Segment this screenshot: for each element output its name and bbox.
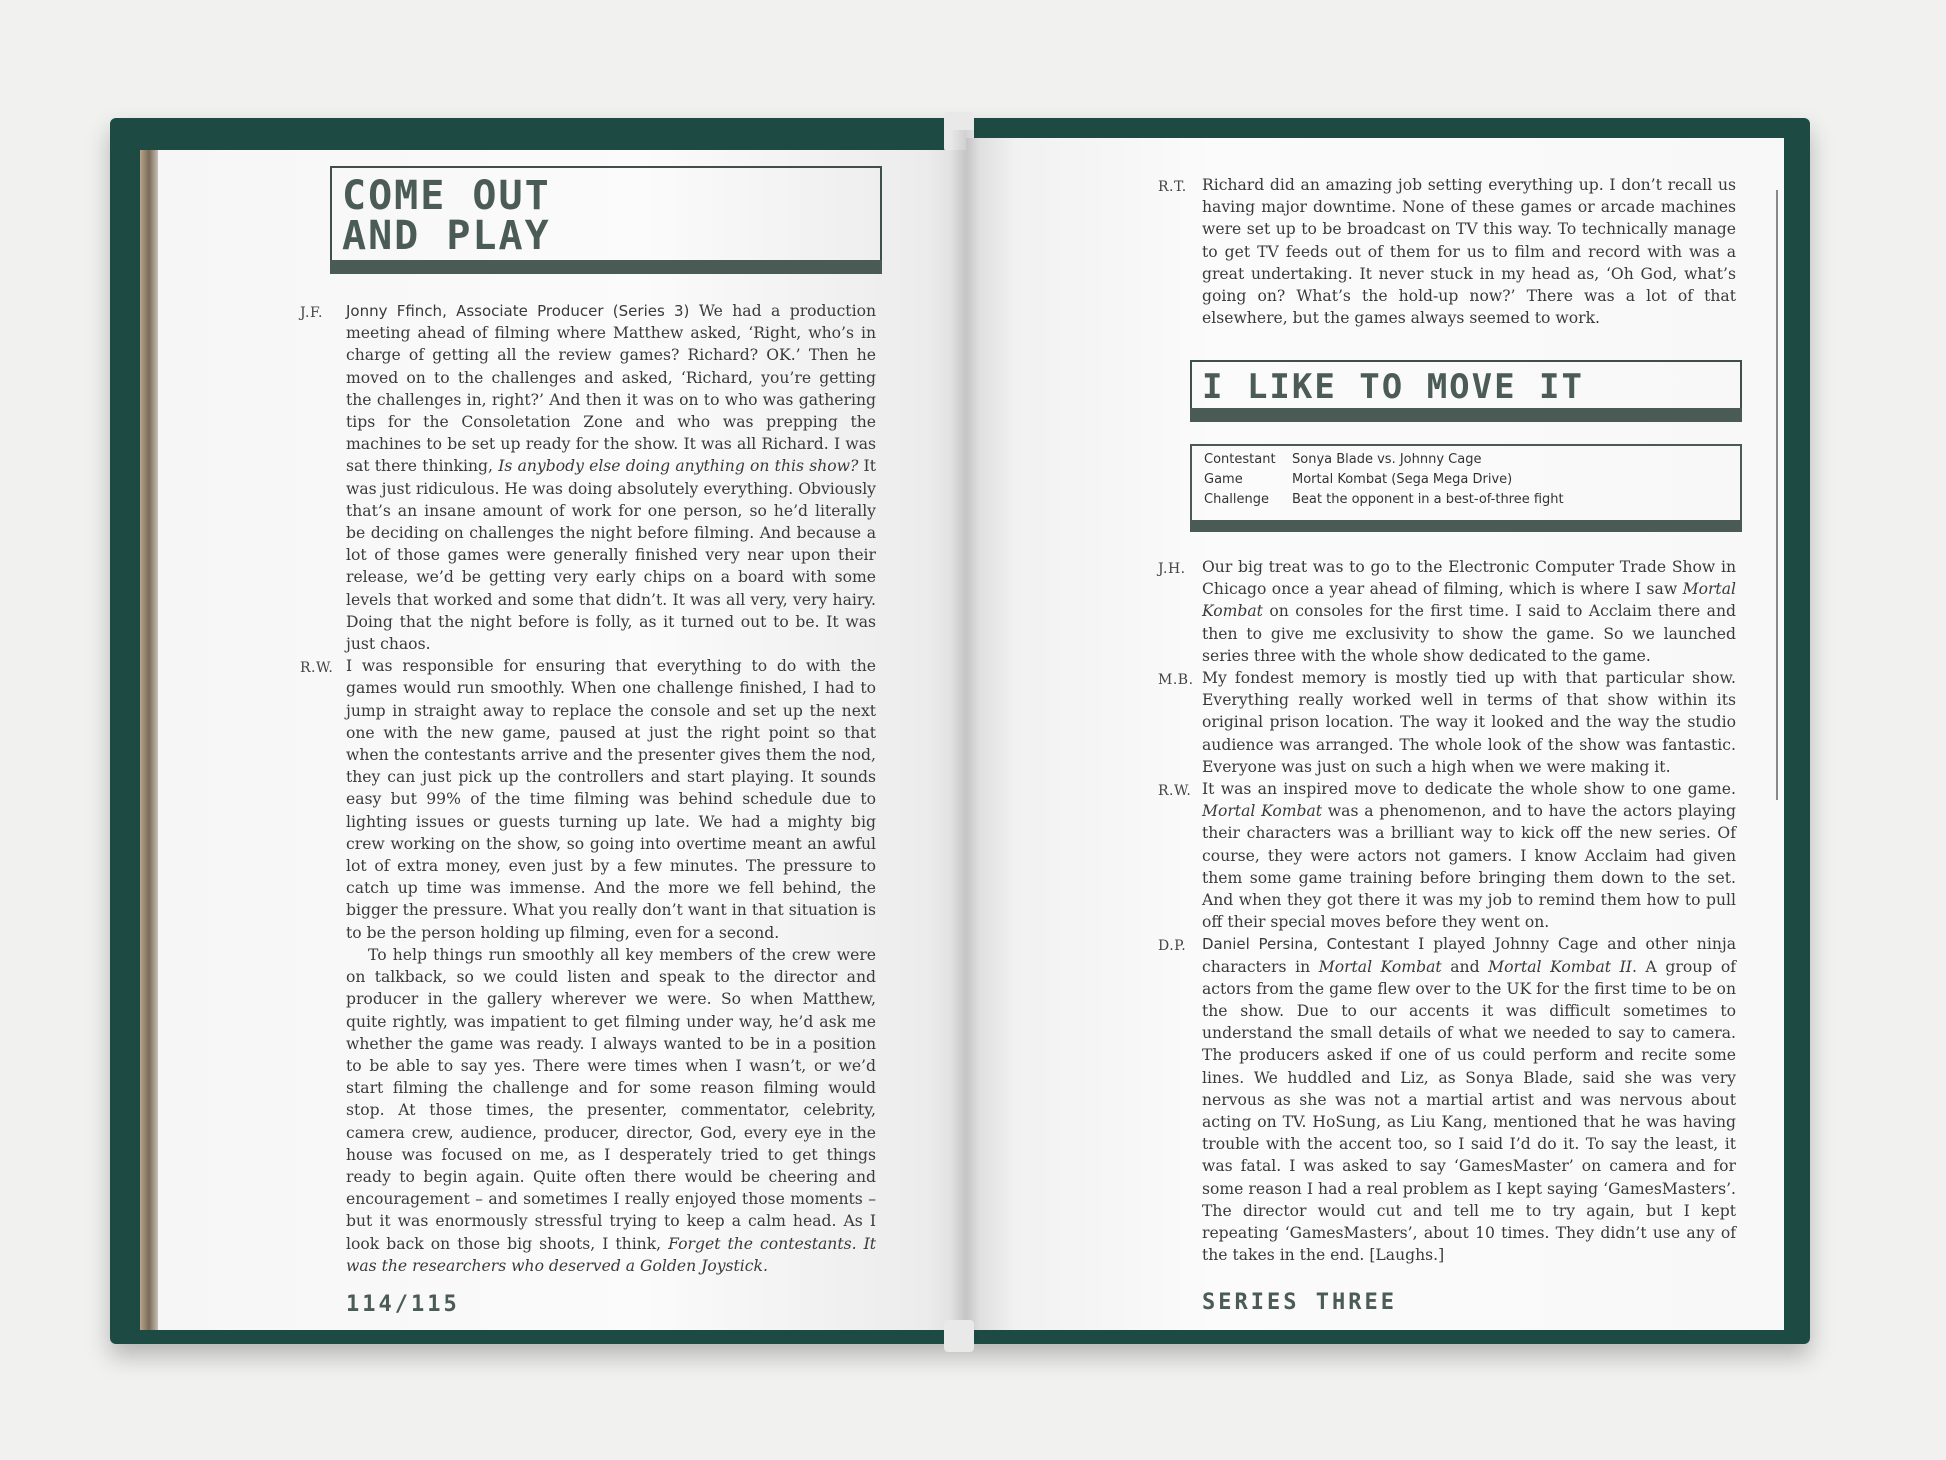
entry-rt-text: Richard did an amazing job setting everything up. I don’t recall us having major downtime. None of these games or arcade machines were set up to be broadcast on TV this way. To technically manage to get TV feeds out of them for us to film and record with was a great undertaking. It never stuck in my head as, ‘Oh God, what’s going on? What’s the hold-up now?’ There was a lot of that elsewhere, but the games always seemed to work. bbox=[1202, 176, 1736, 328]
challenge-info-box bbox=[1190, 444, 1742, 532]
initials-rt: R.T. bbox=[1158, 179, 1187, 195]
entry-jf-italic: Is anybody else doing anything on this show? bbox=[498, 457, 859, 476]
entry-rw2-italic: Mortal Kombat bbox=[1202, 802, 1323, 821]
info-value-contestant: Sonya Blade vs. Johnny Cage bbox=[1292, 452, 1482, 467]
entry-rt bbox=[1158, 174, 1736, 329]
entry-rw2 bbox=[1158, 778, 1736, 933]
speaker-name: Jonny Ffinch, Associate Producer (Series 3) bbox=[346, 302, 690, 320]
entry-jf-text bbox=[346, 300, 876, 655]
entry-dp-text bbox=[1202, 933, 1736, 1266]
entry-jf-text-a: We had a production meeting ahead of filming where Matthew asked, ‘Right, who’s in charge of getting all the review games? Richard? OK.’ Then he moved on to the challenges and asked, ‘Richard, you’re getting the challenges in, right?’ And then it was on to who was gathering tips for the Consoletation Zone and who was prepping the machines to be set up ready for the show. It was all Richard. I was sat there thinking, bbox=[346, 302, 876, 476]
heading-line-2: AND PLAY bbox=[342, 213, 551, 259]
heading-move-it: I LIKE TO MOVE IT bbox=[1202, 367, 1584, 407]
entry-jh-italic: Mortal Kombat bbox=[1202, 580, 1736, 621]
entry-rw2-text bbox=[1202, 778, 1736, 933]
entry-rw2-text-b: was a phenomenon, and to have the actors playing their characters was a brilliant way to kick off the new series. Of course, they were actors not gamers. I know Acclaim had given them some game training before bringing them down to the set. And when they got there it was my job to remind them how to pull off their special moves before they went on. bbox=[1202, 802, 1736, 932]
initials-jh: J.H. bbox=[1158, 561, 1186, 577]
left-text-column bbox=[300, 300, 876, 1277]
right-page bbox=[966, 138, 1784, 1330]
entry-mb-text: My fondest memory is mostly tied up with that particular show. Everything really worked well in terms of that show within its original prison location. The way it looked and the way the studio audience was arranged. The whole look of the show was fantastic. Everyone was just on such a high when we were making it. bbox=[1202, 669, 1736, 776]
page-edges bbox=[140, 150, 160, 1330]
entry-rw2-text-a: It was an inspired move to dedicate the whole show to one game. bbox=[1202, 780, 1736, 799]
heading-line-1: COME OUT bbox=[342, 173, 551, 219]
entry-jh-text-b: on consoles for the first time. I said to Acclaim there and then to give me exclusivity to show the game. So we launched series three with the whole show dedicated to the game. bbox=[1202, 602, 1736, 665]
initials-jf: J.F. bbox=[300, 305, 323, 321]
entry-dp-text-a: I played Johnny Cage and other ninja characters in bbox=[1202, 935, 1737, 976]
folio-page-number: 114/115 bbox=[346, 1292, 460, 1317]
spine-gutter bbox=[950, 130, 980, 1340]
initials-rw: R.W. bbox=[300, 660, 334, 677]
entry-jh-text-a: Our big treat was to go to the Electronic Computer Trade Show in Chicago once a year ahead of filming, which is where I saw bbox=[1202, 558, 1736, 599]
entry-dp-text-b: and bbox=[1441, 957, 1489, 976]
info-value-game: Mortal Kombat (Sega Mega Drive) bbox=[1292, 472, 1513, 487]
ribbon-bottom bbox=[944, 1320, 974, 1352]
heading-bar bbox=[330, 260, 882, 274]
initials-mb: M.B. bbox=[1158, 672, 1194, 689]
entry-rw-italic: Forget the contestants. It was the researchers who deserved a Golden Joystick. bbox=[346, 1234, 876, 1275]
entry-rw bbox=[300, 655, 876, 1277]
right-top-text bbox=[1158, 174, 1736, 329]
entry-rw-text-2a: To help things run smoothly all key members of the crew were on talkback, so we could listen and speak to the director and producer in the gallery wherever we were. So when Matthew, quite rightly, was impatient to get filming under way, he’d ask me whether the game was ready. I always wanted to be in a position to be able to say yes. There were times when I wasn’t, or we’d start filming the challenge and for some reason filming would stop. At those times, the presenter, commentator, celebrity, camera crew, audience, producer, director, God, every eye in the house was focused on me, as I desperately tried to get things ready to begin again. Quite often there would be cheering and encouragement – and sometimes I really enjoyed those moments – but it was enormously stressful trying to keep a calm head. As I look back on those big shoots, I think, bbox=[346, 945, 876, 1253]
info-label-game: Game bbox=[1204, 472, 1243, 487]
entry-jf-text-b: It was just ridiculous. He was doing absolutely everything. Obviously that’s an insane amount of work for one person, so he’d literally be deciding on challenges the night before filming. And because a lot of those games were generally finished very near upon their release, we’d be getting very early chips on a board with some levels that worked and some that didn’t. It was all very, very hairy. Doing that the night before is folly, as it turned out to be. It was just chaos. bbox=[346, 457, 876, 654]
heading-bar bbox=[1190, 408, 1742, 422]
page-edge-line bbox=[1776, 190, 1778, 800]
left-page bbox=[158, 150, 966, 1330]
right-text-column bbox=[1158, 556, 1737, 1267]
entry-mb bbox=[1158, 667, 1736, 778]
info-label-challenge: Challenge bbox=[1204, 492, 1269, 507]
info-label-contestant: Contestant bbox=[1204, 452, 1276, 467]
entry-rw-text: I was responsible for ensuring that everything to do with the games would run smoothly. When one challenge finished, I had to jump in straight away to replace the console and set up the next one with the new game, paused at just the right point so that when the contestants arrive and the presenter gives them the nod, they can just pick up the controllers and start playing. It sounds easy but 99% of the time filming was behind schedule due to lighting issues or guests turning up late. We had a mighty big crew working on the show, so going into overtime meant an awful lot of extra money, even just by a few minutes. The pressure to catch up time was immense. And the more we fell behind, the bigger the pressure. What you really don’t want in that situation is to be the person holding up filming, even for a second. bbox=[346, 657, 876, 942]
info-value-challenge: Beat the opponent in a best-of-three fight bbox=[1292, 492, 1564, 507]
entry-jh-text bbox=[1202, 556, 1736, 667]
entry-rw-text-2 bbox=[346, 944, 876, 1277]
folio-series: SERIES THREE bbox=[1202, 1290, 1397, 1315]
entry-jh bbox=[1158, 556, 1736, 667]
speaker-name-dp: Daniel Persina, Contestant bbox=[1202, 935, 1410, 954]
entry-dp bbox=[1158, 933, 1737, 1266]
entry-dp-text-c: . A group of actors from the game flew over to the UK for the first time to be on the show. Due to our accents it was difficult sometimes to understand the small details of what we needed to say to camera. The producers asked if one of us could perform and recite some lines. We huddled and Liz, as Sonya Blade, said she was very nervous as she was not a martial artist and was nervous about acting on TV. HoSung, as Liu Kang, mentioned that he was having trouble with the accent too, so I said I’d do it. To say the least, it was fatal. I was asked to say ‘GamesMaster’ on camera and for some reason I had a real problem as I kept saying ‘GamesMasters’. The director would cut and tell me to try again, but I kept repeating ‘GamesMasters’, about 10 times. They didn’t use any of the takes in the end. [Laughs.] bbox=[1202, 957, 1736, 1265]
entry-dp-italic-a: Mortal Kombat bbox=[1318, 957, 1442, 976]
info-box-bar bbox=[1190, 520, 1742, 532]
entry-jf bbox=[300, 300, 876, 655]
entry-dp-italic-b: Mortal Kombat II bbox=[1488, 957, 1632, 976]
initials-rw2: R.W. bbox=[1158, 783, 1192, 800]
initials-dp: D.P. bbox=[1158, 938, 1187, 955]
